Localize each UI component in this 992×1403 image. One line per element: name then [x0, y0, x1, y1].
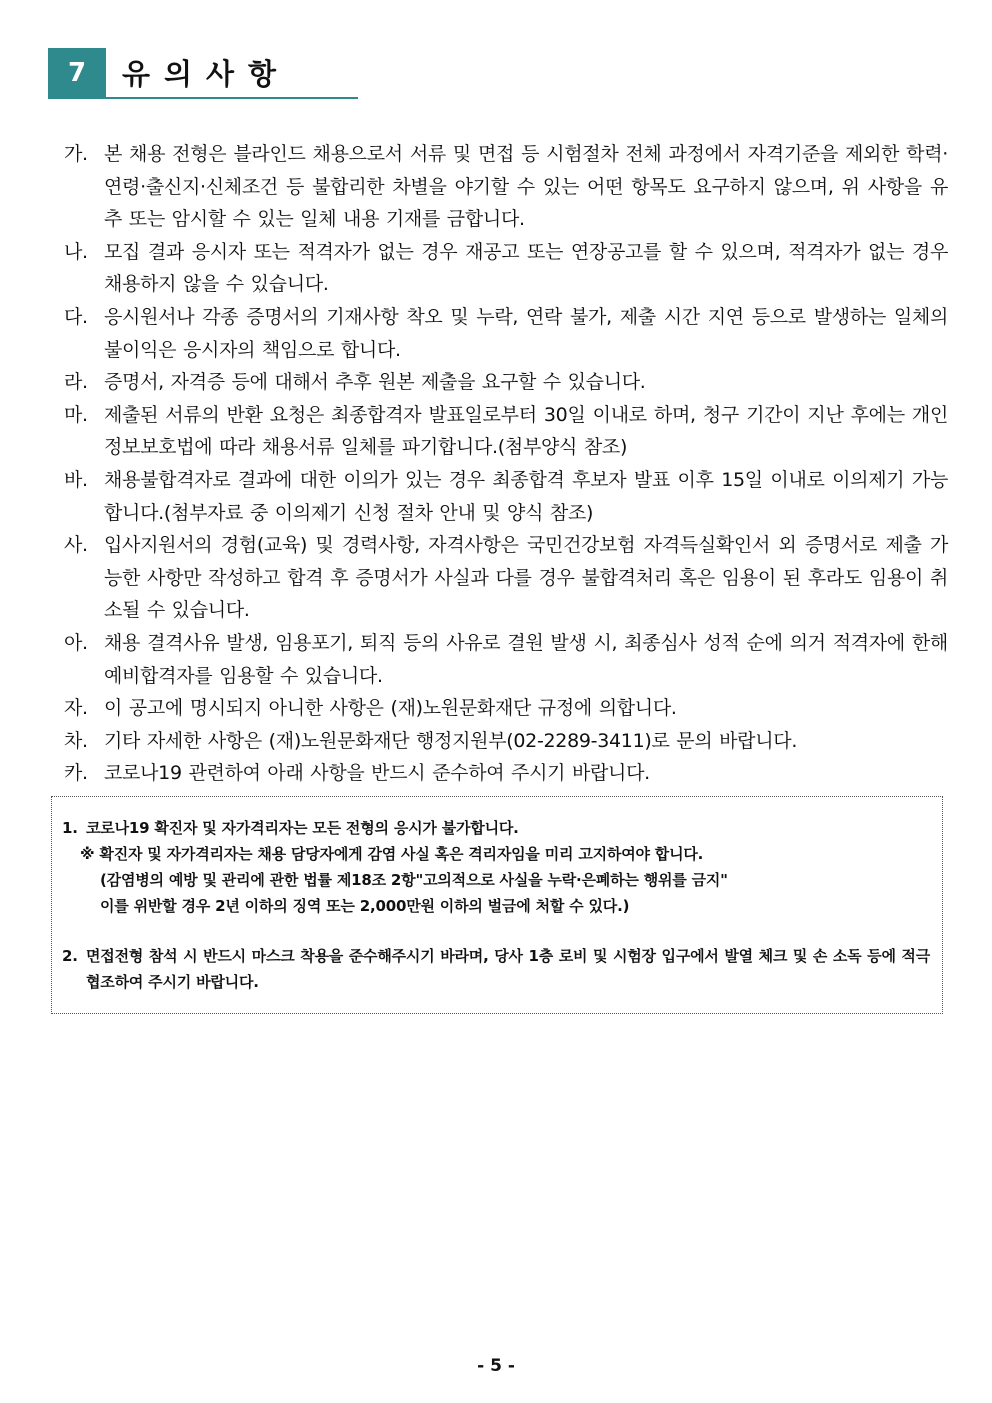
note-text: 이 공고에 명시되지 아니한 사항은 (재)노원문화재단 규정에 의합니다.: [104, 697, 677, 720]
note-item: [64, 236, 948, 301]
note-text: 입사지원서의 경험(교육) 및 경력사항, 자격사항은 국민건강보험 자격득실확인서 외 증명서로 제출 가능한 사항만 작성하고 합격 후 증명서가 사실과 다를 경우 불합격처리 혹은 임용이 된 후라도 임용이 취소될 수 있습니다.: [104, 534, 948, 622]
note-marker: 바.: [64, 468, 88, 491]
note-item: [64, 627, 948, 692]
note-marker: 차.: [64, 729, 88, 752]
covid-law-line-2: 이를 위반할 경우 2년 이하의 징역 또는 2,000만원 이하의 벌금에 처할 수 있다.): [100, 897, 630, 915]
covid-item-1-note: ※ 확진자 및 자가격리자는 채용 담당자에게 감염 사실 혹은 격리자임을 미리 고지하여야 합니다.: [80, 845, 704, 863]
covid-item-marker: 1.: [62, 819, 78, 837]
note-text: 채용 결격사유 발생, 임용포기, 퇴직 등의 사유로 결원 발생 시, 최종심사 성적 순에 의거 적격자에 한해 예비합격자를 임용할 수 있습니다.: [104, 631, 948, 687]
note-text: 기타 자세한 사항은 (재)노원문화재단 행정지원부(02-2289-3411)로 문의 바랍니다.: [104, 729, 798, 752]
note-item: [64, 366, 948, 399]
covid-notice-box: [51, 796, 943, 1014]
section-number-badge: 7: [48, 48, 106, 98]
note-item: [64, 464, 948, 529]
note-item: [64, 692, 948, 725]
note-marker: 다.: [64, 305, 88, 328]
note-item: [64, 399, 948, 464]
note-text: 증명서, 자격증 등에 대해서 추후 원본 제출을 요구할 수 있습니다.: [104, 371, 646, 394]
note-item: [64, 757, 948, 790]
note-item: [64, 301, 948, 366]
covid-item-2: [62, 943, 930, 995]
covid-item-1: [62, 815, 930, 841]
covid-item-text: 코로나19 확진자 및 자가격리자는 모든 전형의 응시가 불가합니다.: [86, 819, 519, 837]
note-marker: 사.: [64, 534, 88, 557]
note-marker: 가.: [64, 143, 88, 165]
note-marker: 카.: [64, 762, 88, 785]
note-text: 응시원서나 각종 증명서의 기재사항 착오 및 누락, 연락 불가, 제출 시간 지연 등으로 발생하는 일체의 불이익은 응시자의 책임으로 합니다.: [104, 305, 948, 361]
section-underline: [48, 97, 358, 99]
notes-list: [64, 138, 948, 790]
note-marker: 자.: [64, 697, 88, 720]
note-text: 본 채용 전형은 블라인드 채용으로서 서류 및 면접 등 시험절차 전체 과정에서 자격기준을 제외한 학력·연령·출신지·신체조건 등 불합리한 차별을 야기할 수 있는 어떤 항목도 요구하지 않으며, 위 사항을 유추 또는 암시할 수 있는 일체 내용 기재를 금합니다.: [104, 143, 948, 231]
note-marker: 마.: [64, 403, 88, 426]
note-text: 모집 결과 응시자 또는 적격자가 없는 경우 재공고 또는 연장공고를 할 수 있으며, 적격자가 없는 경우 채용하지 않을 수 있습니다.: [104, 240, 948, 296]
covid-item-text: 면접전형 참석 시 반드시 마스크 착용을 준수해주시기 바라며, 당사 1층 로비 및 시험장 입구에서 발열 체크 및 손 소독 등에 적극 협조하여 주시기 바랍니다.: [86, 947, 930, 991]
note-text: 제출된 서류의 반환 요청은 최종합격자 발표일로부터 30일 이내로 하며, 청구 기간이 지난 후에는 개인정보보호법에 따라 채용서류 일체를 파기합니다.(첨부양식 참조): [104, 403, 948, 459]
section-title: 유의사항: [122, 57, 291, 91]
covid-law-line-1: (감염병의 예방 및 관리에 관한 법률 제18조 2항"고의적으로 사실을 누락·은폐하는 행위를 금지": [100, 871, 728, 889]
note-marker: 라.: [64, 371, 88, 394]
note-text: 채용불합격자로 결과에 대한 이의가 있는 경우 최종합격 후보자 발표 이후 15일 이내로 이의제기 가능합니다.(첨부자료 중 이의제기 신청 절차 안내 및 양식 참조): [104, 468, 948, 524]
note-item: [64, 138, 948, 236]
page-number: - 5 -: [477, 1356, 515, 1376]
note-text: 코로나19 관련하여 아래 사항을 반드시 준수하여 주시기 바랍니다.: [104, 762, 650, 785]
box-spacer: [62, 919, 930, 943]
section-header: [48, 48, 358, 100]
covid-item-marker: 2.: [62, 947, 78, 965]
note-marker: 나.: [64, 240, 88, 263]
note-item: [64, 529, 948, 627]
note-item: [64, 725, 948, 758]
note-marker: 아.: [64, 631, 88, 654]
